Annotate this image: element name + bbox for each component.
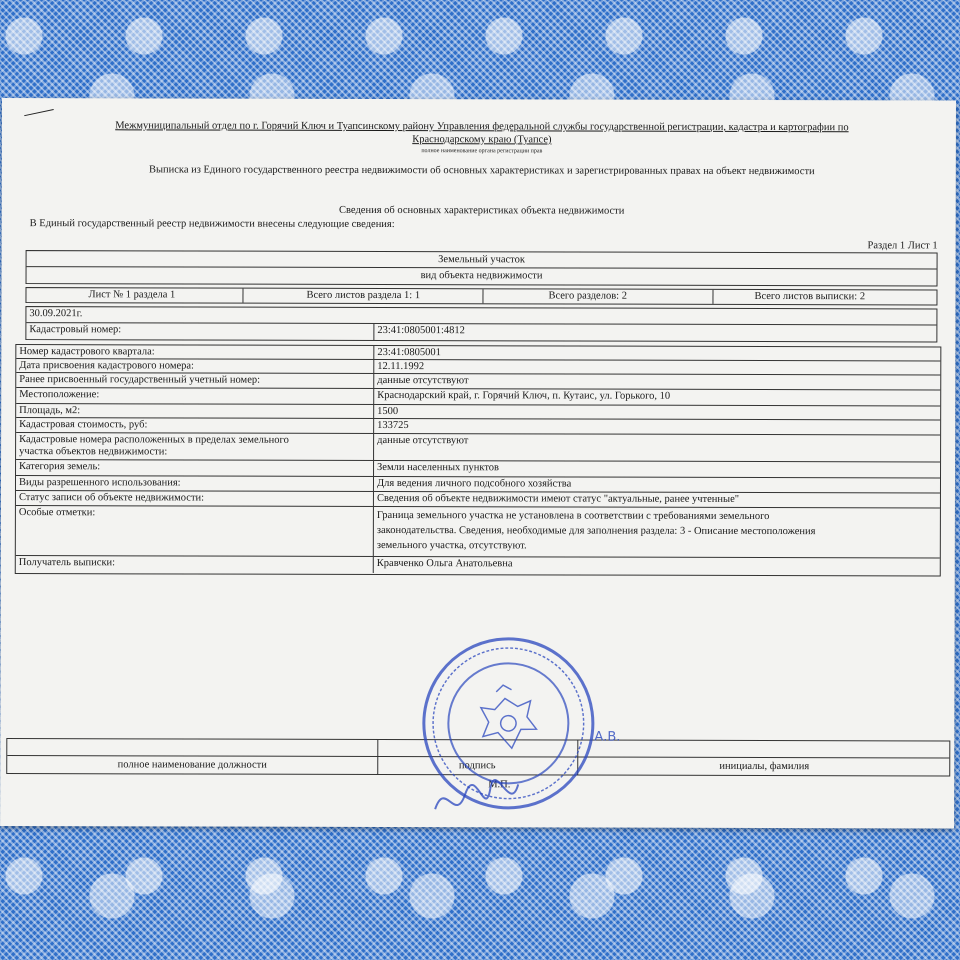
table-row: Кадастровые номера расположенных в пределах земельного участка объектов недвижимости: данные отсутствуют <box>16 433 940 462</box>
sections-total: Всего разделов: 2 <box>548 290 627 302</box>
sheet-number: Лист № 1 раздела 1 <box>88 289 176 301</box>
sheets-in-section: Всего листов раздела 1: 1 <box>306 289 421 302</box>
authority-name-line2: Краснодарскому краю (Туапсе) <box>412 134 552 146</box>
position-caption: полное наименование должности <box>117 759 267 771</box>
table-row: Статус записи об объекте недвижимости: Сведения об объекте недвижимости имеют статус "актуальные, ранее учтенные" <box>16 491 940 508</box>
object-type-box <box>26 250 938 286</box>
initials-caption: инициалы, фамилия <box>719 760 810 773</box>
sheets-total: Всего листов выписки: 2 <box>754 290 866 303</box>
table-row: Дата присвоения кадастрового номера: 12.11.1992 <box>16 359 940 375</box>
extract-date: 30.09.2021г. <box>29 308 83 320</box>
document-page <box>0 98 956 828</box>
characteristics-table <box>15 344 942 576</box>
table-row: Категория земель: Земли населенных пунктов <box>16 460 940 478</box>
table-row: Кадастровая стоимость, руб: 133725 <box>16 418 940 435</box>
cadastral-number-value: 23:41:0805001:4812 <box>377 324 465 337</box>
table-row: Особые отметки: Граница земельного участка не установлена в соответствии с требованиями земельного законодательства. Сведения, необходимые для заполнения раздела: 3 - Описание местоположения земельного участка, отсутствуют. <box>16 506 940 558</box>
cadastral-number-label: Кадастровый номер: <box>26 323 374 340</box>
cadastral-box <box>25 306 937 342</box>
authority-caption: полное наименование органа регистрации прав <box>421 148 543 155</box>
table-row: Ранее присвоенный государственный учетный номер: данные отсутствуют <box>16 373 940 390</box>
pen-mark <box>24 109 54 116</box>
document-title: Выписка из Единого государственного реестра недвижимости об основных характеристиках и зарегистрированных правах на объект недвижимости <box>148 164 815 178</box>
table-row: Виды разрешенного использования: Для ведения личного подсобного хозяйства <box>16 476 940 493</box>
seal-caption: М.П. <box>488 779 511 791</box>
object-type-caption: вид объекта недвижимости <box>420 270 543 282</box>
intro-text: В Единый государственный реестр недвижимости внесены следующие сведения: <box>29 218 395 231</box>
object-type: Земельный участок <box>438 254 525 266</box>
handwritten-signature <box>430 769 520 829</box>
table-row: Получатель выписки: Кравченко Ольга Анатольевна <box>16 556 940 574</box>
sheet-info-box <box>25 287 937 305</box>
section-title: Сведения об основных характеристиках объекта недвижимости <box>339 204 625 217</box>
table-row: Площадь, м2: 1500 <box>16 404 940 420</box>
table-row: Номер кадастрового квартала: 23:41:0805001 <box>16 345 940 361</box>
signature-caption: подпись <box>458 760 496 772</box>
table-row: Местоположение: Краснодарский край, г. Горячий Ключ, п. Кутаис, ул. Горького, 10 <box>16 388 940 406</box>
signer-initials: А.В. <box>594 729 621 745</box>
section-sheet-label: Раздел 1 Лист 1 <box>867 240 938 252</box>
authority-name: Межмуниципальный отдел по г. Горячий Ключ и Туапсинскому району Управления федеральной службы государственной регистрации, кадастра и картографии по <box>115 120 849 134</box>
